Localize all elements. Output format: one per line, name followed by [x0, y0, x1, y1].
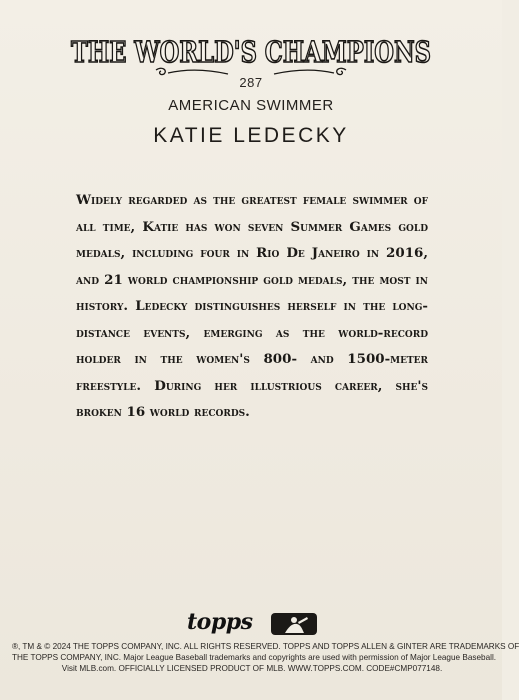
series-title: THE WORLD'S CHAMPIONS — [71, 35, 431, 69]
mlb-logo-icon — [271, 613, 317, 635]
subtitle: AMERICAN SWIMMER — [168, 97, 334, 114]
card-number: 287 — [239, 75, 263, 90]
bio-text: Widely regarded as the greatest female swimmer of all time, Katie has won seven Summer Games gold medals, including four in Rio De Janeiro in 2016, and 21 world championship gold medals, the most in history. Ledecky distinguishes herself in the long-distance events, emerging as the world-record holder in the women's 800- and 1500-meter freestyle. During her illustrious career, she's broken 16 world records. — [76, 192, 428, 420]
topps-logo-text: topps — [187, 609, 253, 635]
legal-line: THE TOPPS COMPANY, INC. Major League Baseball trademarks and copyrights are used with permission of Major League Baseball. — [12, 653, 497, 662]
legal-line: Visit MLB.com. OFFICIALLY LICENSED PRODUCT OF MLB. WWW.TOPPS.COM. CODE#CMP077148. — [61, 664, 443, 673]
logo-row — [0, 610, 502, 638]
legal-line: ®, TM & © 2024 THE TOPPS COMPANY, INC. ALL RIGHTS RESERVED. TOPPS AND TOPPS ALLEN & GINTER ARE TRADEMARKS OF — [12, 642, 519, 651]
legal-text — [12, 641, 519, 674]
ornament-flourish — [156, 68, 346, 74]
series-title-banner — [60, 18, 442, 82]
player-name: KATIE LEDECKY — [153, 124, 349, 147]
topps-logo — [187, 609, 253, 636]
